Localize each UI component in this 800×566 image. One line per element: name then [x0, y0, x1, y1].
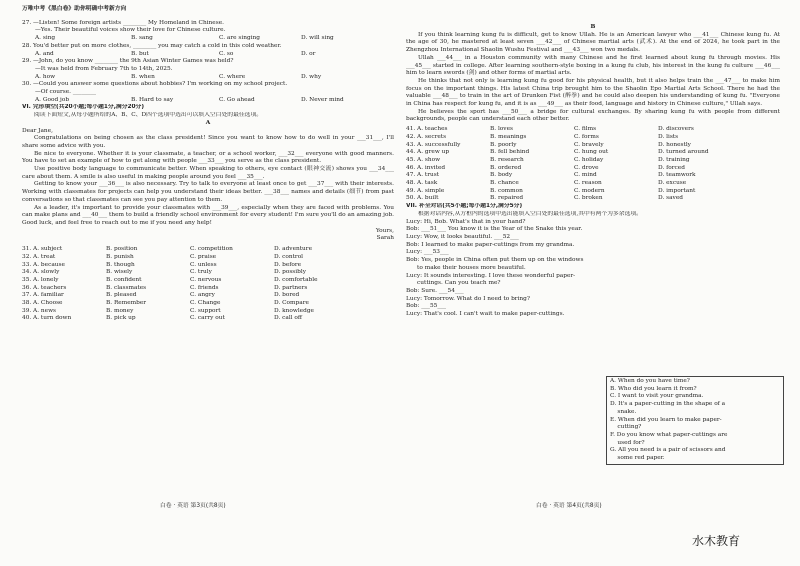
section7-title: VII. 补全对话(共5小题;每小题1分,满分5分) — [406, 203, 523, 210]
option[interactable]: B. wisely — [106, 269, 133, 276]
option[interactable]: 46. A. invited — [406, 164, 446, 171]
option[interactable]: C. hung out — [574, 149, 609, 156]
option[interactable]: D. Compare — [274, 300, 309, 307]
option[interactable]: B. when — [131, 73, 155, 80]
option[interactable]: B. punish — [106, 253, 134, 260]
option[interactable]: D. partners — [274, 284, 308, 291]
option[interactable]: A. how — [35, 73, 56, 80]
option[interactable]: 49. A. simple — [406, 187, 445, 194]
option[interactable]: D. important — [658, 187, 696, 194]
box-option[interactable]: F. Do you know what paper-cuttings are — [610, 431, 728, 438]
option[interactable]: 33. A. because — [22, 261, 65, 268]
q30-line2: —Of course. ________ — [35, 89, 97, 96]
dialogue — [406, 219, 598, 319]
box-option[interactable]: C. I want to visit your grandma. — [610, 393, 704, 400]
page-footer-right: 白卷 · 英语 第4页(共8页) — [536, 503, 602, 509]
option[interactable]: D. Never mind — [301, 96, 344, 103]
passage-paragraph: Getting to know your ___36___ is also necessary. Try to talk to everyone at least once to get ___37___ with their interests. Working with classmates for projects can help you understand their ideas better. ___38___ names and details (细节) from past conversations so that classmates can see you pay attention to them. — [22, 181, 394, 203]
option[interactable]: B. classmates — [106, 284, 147, 291]
option[interactable]: 39. A. news — [22, 307, 57, 314]
option[interactable]: D. call off — [274, 315, 302, 322]
option[interactable]: D. control — [274, 253, 304, 260]
dialogue-line: Lucy: Wow, it looks beautiful. ___52___ — [406, 233, 519, 240]
option[interactable]: 42. A. secrets — [406, 133, 447, 140]
option[interactable]: 34. A. slowly — [22, 269, 60, 276]
option[interactable]: B. pleased — [106, 292, 137, 299]
option-row — [22, 254, 394, 262]
passage-paragraph: Ullah ___44___ in a Houston community with many Chinese and he first learned about kung fu through movies. His ___45___ started in college. After learning southern-style boxing in a kung fu club, his interest in the kung fu culture ___46___ him to learn swords (剑) and other forms of martial arts. — [406, 54, 780, 77]
option[interactable]: D. or — [301, 50, 316, 57]
option[interactable]: C. modern — [574, 187, 605, 194]
q29-line2: —It was held from February 7th to 14th, 2025. — [35, 65, 173, 72]
option[interactable]: D. bored — [274, 292, 300, 299]
box-option-cont: used for? — [610, 439, 645, 446]
option-row — [22, 300, 394, 308]
option[interactable]: B. poorly — [490, 141, 517, 148]
q30-options — [22, 97, 394, 105]
option[interactable]: D. lists — [658, 133, 679, 140]
option[interactable]: 38. A. Choose — [22, 300, 63, 307]
option[interactable]: C. truly — [190, 269, 212, 276]
dialogue-line: Bob: Sure. ___54___ — [406, 287, 464, 294]
option[interactable]: D. will sing — [301, 35, 334, 42]
option[interactable]: B. position — [106, 246, 138, 253]
option-row — [406, 180, 780, 188]
dialogue-line: Bob: Yes, people in China often put them up on the windows — [406, 257, 584, 264]
option[interactable]: B. meanings — [490, 133, 527, 140]
option[interactable]: C. drove — [574, 164, 599, 171]
q28-stem: 28. You'd better put on more clothes, ________ you may catch a cold in this cold weather. — [22, 42, 282, 49]
passage-a-label: A — [205, 119, 211, 126]
option-row — [22, 308, 394, 316]
dialogue-line: cuttings. Can you teach me? — [406, 280, 501, 287]
option-row — [406, 165, 780, 173]
q28-options — [22, 51, 394, 59]
cloze-b-options — [406, 126, 780, 203]
q27-stem: 27. —Listen! Some foreign artists ________ My Homeland in Chinese. — [22, 19, 224, 26]
option[interactable]: B. pick up — [106, 315, 136, 322]
option-row — [406, 195, 780, 203]
right-column — [406, 24, 780, 319]
option[interactable]: 41. A. teaches — [406, 126, 448, 133]
option[interactable]: 44. A. grew up — [406, 149, 450, 156]
passage-b-label: B — [590, 24, 596, 30]
option[interactable]: B. body — [490, 172, 513, 179]
letter-closing: Yours, — [375, 227, 394, 234]
letter-signer: Sarah — [376, 235, 394, 242]
option[interactable]: 37. A. familiar — [22, 292, 64, 299]
option-row — [406, 149, 780, 157]
q29-options — [22, 74, 394, 82]
box-option[interactable]: G. All you need is a pair of scissors and — [610, 447, 726, 454]
option[interactable]: C. broken — [574, 195, 603, 202]
option[interactable]: 31. A. subject — [22, 246, 63, 253]
option[interactable]: B. sang — [131, 35, 153, 42]
option[interactable]: C. angry — [190, 292, 215, 299]
option[interactable]: C. unless — [190, 261, 217, 268]
option[interactable]: B. research — [490, 156, 524, 163]
option-row — [22, 246, 394, 254]
q27-line2: —Yes. Their beautiful voices show their love for Chinese culture. — [35, 27, 226, 34]
option[interactable]: D. possibly — [274, 269, 306, 276]
option[interactable]: D. teamwork — [658, 172, 696, 179]
option[interactable]: C. Change — [190, 300, 221, 307]
box-option-cont: snake. — [610, 408, 637, 415]
option[interactable]: C. praise — [190, 253, 217, 260]
page-footer-left: 白卷 · 英语 第3页(共8页) — [160, 503, 226, 509]
letter-greeting: Dear Jane, — [22, 127, 53, 134]
option[interactable]: A. Good job — [35, 96, 70, 103]
option-row — [406, 142, 780, 150]
option[interactable]: B. repaired — [490, 195, 524, 202]
q27-options — [22, 35, 394, 43]
option[interactable]: 45. A. show — [406, 156, 441, 163]
box-option[interactable]: A. When do you have time? — [610, 378, 690, 384]
option-row — [22, 292, 394, 300]
section7-instructions: 根据对话内容,从方框内的选项中选出能填入空白处的最佳选项,其中有两个为多余选项。 — [418, 210, 642, 217]
passage-paragraph: He believes the sport has ___50___ a bridge for cultural exchanges. By sharing kung fu with people from different backgrounds, people can understand each other better. — [406, 108, 780, 123]
box-option-cont: some red paper. — [610, 455, 665, 462]
option-row — [406, 134, 780, 142]
dialogue-line: Bob: ___55___ — [406, 303, 447, 310]
option[interactable]: 48. A. task — [406, 180, 438, 187]
section6-instructions: 阅读下面短文,从每小题所给的A、B、C、D四个选项中选出可以填入空白处的最佳选项。 — [34, 112, 263, 119]
option-row — [22, 315, 394, 323]
option[interactable]: D. training — [658, 156, 690, 163]
box-option[interactable]: E. When did you learn to make paper- — [610, 416, 722, 423]
box-option[interactable]: D. It's a paper-cutting in the shape of a — [610, 401, 726, 408]
box-option[interactable]: B. Who did you learn it from? — [610, 385, 697, 392]
option[interactable]: D. knowledge — [274, 307, 314, 314]
option-row — [406, 157, 780, 165]
option[interactable]: D. honestly — [658, 141, 691, 148]
option-row — [406, 126, 780, 134]
option[interactable]: D. before — [274, 261, 302, 268]
option[interactable]: D. comfortable — [274, 276, 318, 283]
option[interactable]: A. and — [35, 50, 54, 57]
option[interactable]: B. fell behind — [490, 149, 530, 156]
q29-stem: 29. —John, do you know ________ the 9th Asian Winter Games was held? — [22, 58, 234, 65]
option-row — [22, 285, 394, 293]
option[interactable]: B. loves — [490, 126, 513, 133]
option-row — [22, 269, 394, 277]
option[interactable]: C. films — [574, 126, 597, 133]
option[interactable]: 32. A. treat — [22, 253, 56, 260]
option[interactable]: 35. A. lonely — [22, 276, 59, 283]
section6-title: VI. 完形填空(共20小题;每小题1分,满分20分) — [22, 104, 145, 111]
option[interactable]: C. where — [219, 73, 246, 80]
option[interactable]: C. friends — [190, 284, 219, 291]
option[interactable]: C. forms — [574, 133, 599, 140]
option[interactable]: D. forced — [658, 164, 685, 171]
option[interactable]: C. competition — [190, 246, 233, 253]
option[interactable]: D. adventure — [274, 246, 312, 253]
option[interactable]: 43. A. successfully — [406, 141, 461, 148]
option[interactable]: B. confident — [106, 276, 142, 283]
passage-paragraph: If you think learning kung fu is difficult, get to know Ullah. He is an American lawyer who ___41___ Chinese kung fu. At the age of 30, he mastered at least seven ___42___ of Chinese martial arts (武术). At the end of 2024, he took part in the Zhengzhou International Shaolin Wushu Festival and ___43___ won two medals. — [406, 31, 780, 54]
option[interactable]: 50. A. built — [406, 195, 439, 202]
option[interactable]: C. mind — [574, 172, 597, 179]
option[interactable]: B. common — [490, 187, 523, 194]
dialogue-line: Lucy: ___53___ — [406, 249, 449, 256]
option[interactable]: A. sing — [35, 35, 56, 42]
q30-stem: 30. —Could you answer some questions about hobbies? I'm working on my school project. — [22, 81, 288, 88]
dialogue-line: Lucy: It sounds interesting. I love these wonderful paper- — [406, 272, 576, 279]
option[interactable]: B. but — [131, 50, 149, 57]
dialogue-line: Lucy: That's cool. I can't wait to make paper-cuttings. — [406, 311, 565, 318]
option[interactable]: C. so — [219, 50, 234, 57]
option[interactable]: D. turned around — [658, 149, 709, 156]
option-row — [406, 188, 780, 196]
option[interactable]: B. chance — [490, 180, 519, 187]
option[interactable]: 36. A. teachers — [22, 284, 67, 291]
dialogue-line: Bob: I learned to make paper-cuttings from my grandma. — [406, 241, 575, 248]
option[interactable]: C. nervous — [190, 276, 222, 283]
option[interactable]: 47. A. trust — [406, 172, 440, 179]
option[interactable]: 40. A. turn down — [22, 315, 72, 322]
passage-paragraph: Use positive body language to communicate better. When speaking to others, eye contact (眼神交流) shows you ___34___ care about them. A smile is also useful in making people around you feel ___35___. — [22, 166, 394, 180]
passage-paragraph: As a leader, it's important to provide your classmates with ___39___, especially when they are faced with problems. You can make plans and ___40___ them to build a friendly school environment for every student! I'm sure you'll do an amazing job. Good luck, and feel free to reach out to me if you need any help! — [22, 204, 394, 226]
option[interactable]: C. support — [190, 307, 221, 314]
dialogue-line: Lucy: Tomorrow. What do I need to bring? — [406, 295, 530, 302]
dialogue-line: Bob: ___51___ You know it is the Year of the Snake this year. — [406, 226, 583, 233]
option[interactable]: D. discovers — [658, 126, 694, 133]
option[interactable]: B. though — [106, 261, 135, 268]
option[interactable]: C. are singing — [219, 35, 260, 42]
option[interactable]: C. carry out — [190, 315, 225, 322]
passage-paragraph: He thinks that not only is learning kung fu good for his physical health, but it also helps train the ___47___ to make him focus on the important things. His latest China trip brought him to the Shaolin Epo Martial Arts School. There he had the valuable ___48___ to train in the art of Drunken Fist (醉拳) and he could also deepen his understanding of kung fu. "Everyone in China has respect for kung fu, and it is as ___49___ as their food, language and history in Chinese culture," Ullah says. — [406, 77, 780, 108]
passage-paragraph: Be nice to everyone. Whether it is your classmate, a teacher, or a school worker, ___32___ everyone with good manners. You have to set an example of how to get along with people ___33___ you serve as the class president. — [22, 150, 394, 165]
watermark: 水木教育 — [692, 534, 741, 548]
passage-paragraph: Congratulations on being chosen as the class president! Since you want to know how to do well in your ___31___, I'll share some advice with you. — [22, 135, 394, 149]
option[interactable]: D. saved — [658, 195, 683, 202]
page-header: 万唯中考《黑白卷》助你明确中考新方向 — [22, 6, 127, 12]
options-box — [606, 376, 784, 465]
dialogue-line: to make their houses more beautiful. — [406, 264, 526, 271]
option[interactable]: B. Remember — [106, 300, 147, 307]
option[interactable]: B. money — [106, 307, 134, 314]
option-row — [406, 172, 780, 180]
option[interactable]: C. holiday — [574, 156, 604, 163]
option-row — [22, 262, 394, 270]
cloze-a-options — [22, 246, 394, 323]
dialogue-line: Lucy: Hi, Bob. What's that in your hand? — [406, 218, 526, 225]
option[interactable]: B. ordered — [490, 164, 522, 171]
option[interactable]: C. reason — [574, 180, 602, 187]
option[interactable]: B. Hard to say — [131, 96, 174, 103]
option[interactable]: C. bravely — [574, 141, 604, 148]
box-option-cont: cutting? — [610, 424, 642, 431]
left-column — [22, 6, 394, 323]
option[interactable]: D. why — [301, 73, 322, 80]
option[interactable]: C. Go ahead — [219, 96, 255, 103]
option-row — [22, 277, 394, 285]
option[interactable]: D. excuse — [658, 180, 687, 187]
